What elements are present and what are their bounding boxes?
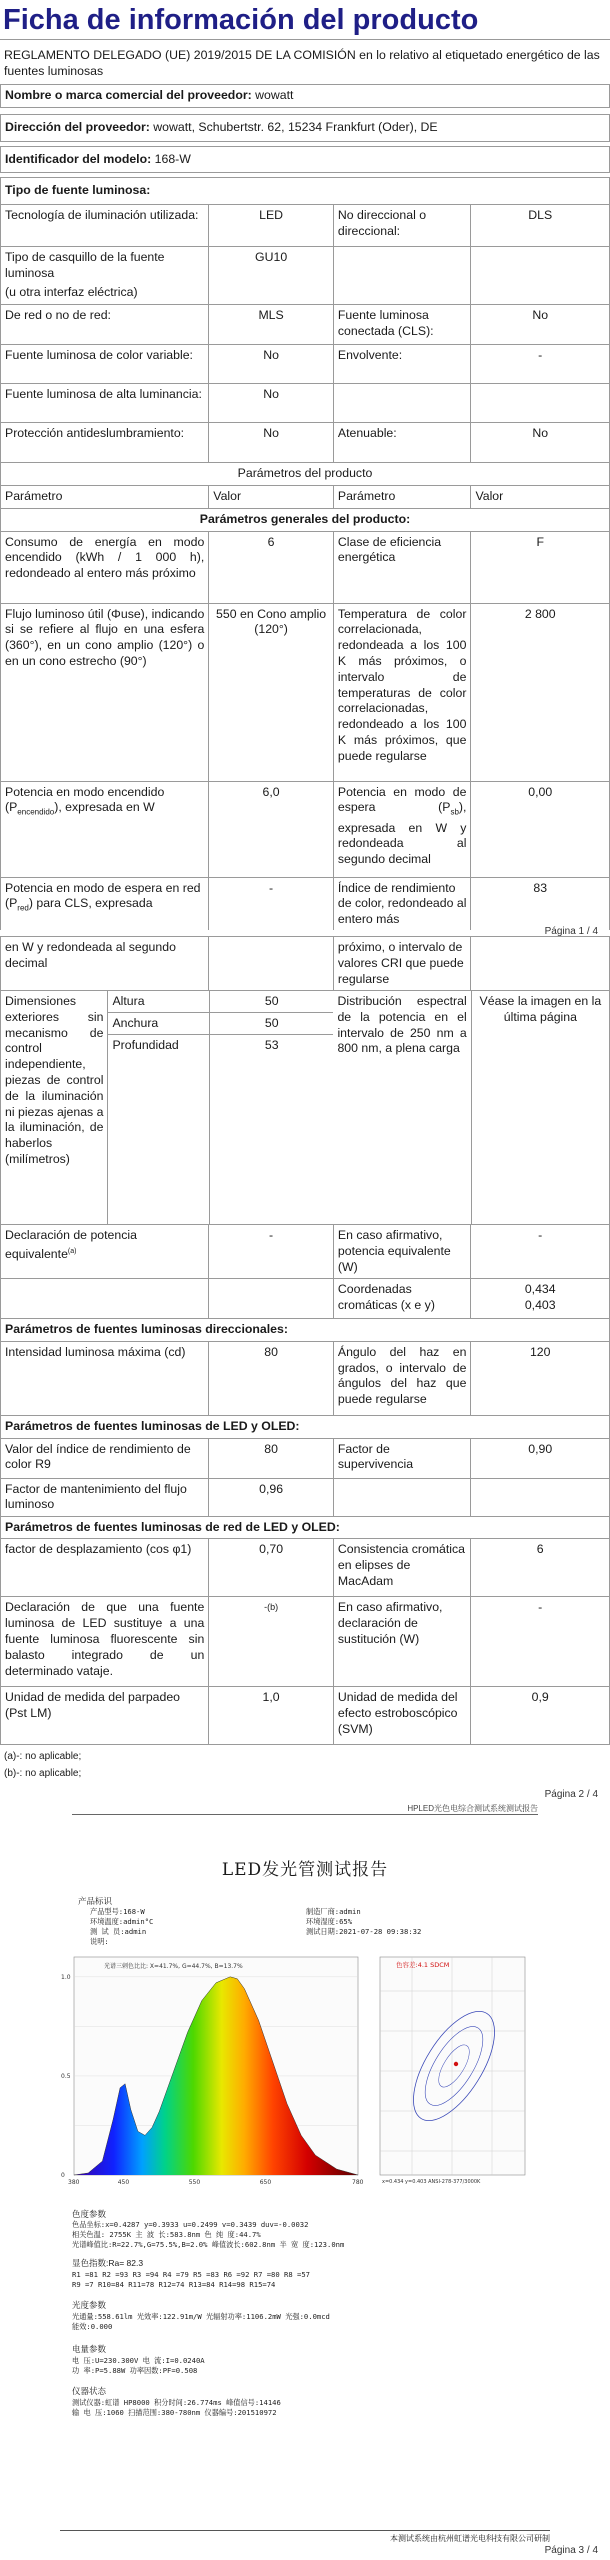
brand-row (0, 84, 610, 108)
net-standby-label (1, 878, 208, 930)
net-standby-value: - (208, 878, 333, 930)
test-report (0, 1803, 610, 2560)
connected-label: Fuente luminosa conectada (CLS): (333, 305, 471, 344)
cri-cont-empty (470, 937, 609, 990)
standby-text-a: Potencia en modo de espera (P (337, 784, 467, 815)
ident-note: 说明: (90, 1937, 109, 1946)
directional-label: No direccional o direccional: (333, 205, 471, 246)
type-section-header (0, 177, 610, 205)
energy-value: 6 (208, 532, 333, 603)
equivalent-sup: (a) (67, 1247, 77, 1255)
power-on-text-a: Potencia en modo encendido (P (5, 784, 165, 815)
col-value-2: Valor (470, 486, 609, 508)
envelope-label: Envolvente: (333, 345, 471, 383)
chroma-y: 0,403 (524, 1297, 556, 1312)
equivalent-row (0, 1225, 610, 1279)
dim-height-label: Altura (112, 994, 145, 1008)
equivalent-text: Declaración de potencia equivalente (5, 1228, 137, 1261)
maintenance-row (0, 1479, 610, 1517)
directional-title-row (0, 1319, 610, 1342)
spectrum-y-tick-1: 0.5 (61, 2072, 71, 2080)
dimensions-table (107, 991, 333, 1224)
standby-label (333, 782, 471, 877)
cie-chart (372, 1951, 532, 2191)
tech-label: Tecnología de iluminación utilizada: (5, 208, 199, 223)
spectrum-chart (60, 1951, 365, 2191)
high-lum-row (0, 384, 610, 423)
brand-cell (1, 85, 609, 107)
general-title: Parámetros generales del producto: (199, 511, 411, 526)
displacement-value: 0,70 (208, 1539, 333, 1596)
model-cell (1, 147, 609, 173)
elec-title: 电量参数 (72, 2344, 107, 2354)
equivalent-yes-label: En caso afirmativo, potencia equivalente (W) (333, 1225, 471, 1278)
r9-label: Valor del índice de rendimiento de color R9 (5, 1441, 191, 1472)
dimmable-label: Atenuable: (333, 423, 471, 462)
consistency-value: 6 (470, 1539, 609, 1596)
stroboscopic-value: 0,9 (470, 1687, 609, 1744)
sheet-page-1 (0, 0, 610, 930)
inst-line-2: 输 电 压:1060 扫描范围:380-780nm 仪器编号:201510972 (72, 2408, 277, 2417)
displacement-row (0, 1539, 610, 1597)
standby-text-b: ), expresada en W y redondeada al segundo decimal (337, 800, 467, 867)
cie-frame (380, 1957, 525, 2175)
params-header-row (0, 486, 610, 509)
colour-tunable-label: Fuente luminosa de color variable: (5, 348, 193, 363)
document-title: Ficha de información del producto (3, 4, 479, 36)
net-standby-sub: red (17, 903, 29, 913)
flicker-label: Unidad de medida del parpadeo (Pst LM) (5, 1690, 181, 1721)
note-a: (a)-: no aplicable; (4, 1751, 82, 1763)
power-on-value: 6,0 (208, 782, 333, 877)
model-row (0, 146, 610, 174)
cap-row (0, 247, 610, 305)
report-title: LED发光管测试报告 (221, 1860, 389, 1880)
net-standby-cont-row (0, 936, 610, 991)
mains-led-title-row (0, 1517, 610, 1540)
chroma-row (0, 1279, 610, 1319)
col-value-1: Valor (208, 486, 333, 508)
fluor-value: -(b) (208, 1597, 333, 1686)
mains-led-title: Parámetros de fuentes luminosas de red de LED y OLED: (5, 1519, 340, 1534)
spectrum-x-tick-2: 550 (188, 2179, 201, 2186)
dim-width-label: Anchura (112, 1016, 159, 1030)
cap-value: GU10 (208, 247, 333, 304)
page-2-footer: Página 2 / 4 (544, 1789, 598, 1800)
net-standby-cont-empty (208, 937, 333, 990)
dimensions-row (0, 991, 610, 1225)
cap-empty-1 (333, 247, 471, 304)
fluor-label: Declaración de que una fuente luminosa de LED sustituye a una fuente luminosa fluorescente sin balasto integrado de un determinado vataje. (5, 1600, 205, 1678)
cap-label-cell (1, 247, 208, 304)
efficiency-label: Clase de eficiencia energética (333, 532, 471, 603)
general-title-row (0, 509, 610, 532)
spd-label: Distribución espectral de la potencia en el intervalo de 250 nm a 800 nm, a plena carga (337, 994, 467, 1056)
cct-value: 2 800 (470, 604, 609, 781)
net-standby-row (0, 878, 610, 930)
chroma-values (470, 1279, 609, 1318)
cap-empty-2 (470, 247, 609, 304)
flux-label: Flujo luminoso útil (Φuse), indicando si se refiere al flujo en una esfera (360°), en un cono amplio (120°) o en un cono estrecho (90°) (5, 606, 205, 668)
maintenance-label: Factor de mantenimiento del flujo luminoso (5, 1481, 187, 1512)
report-top-rule (72, 1814, 538, 1815)
spectrum-x-tick-1: 450 (117, 2179, 130, 2186)
r9-row (0, 1439, 610, 1479)
standby-sub: sb (450, 807, 459, 817)
ident-title: 产品标识 (78, 1896, 113, 1906)
cap-label-1: Tipo de casquillo de la fuente luminosa (5, 250, 165, 280)
spectrum-x-tick-0: 380 (68, 2179, 80, 2186)
elec-line-2: 功 率:P=5.88W 功率因数:PF=0.508 (72, 2366, 198, 2375)
mains-value: MLS (208, 305, 333, 344)
high-lum-label: Fuente luminosa de alta luminancia: (5, 387, 202, 402)
survival-value: 0,90 (470, 1439, 609, 1478)
color-line-3: 光谱峰值比:R=22.7%,G=75.5%,B=2.0% 峰值波长:602.8nm 半 宽 度:123.0nm (72, 2240, 345, 2249)
antiglare-label: Protección antideslumbramiento: (5, 426, 185, 441)
directional-value: DLS (470, 205, 609, 246)
mains-label: De red o no de red: (5, 308, 111, 323)
ident-humidity: 环境湿度:65% (306, 1917, 353, 1926)
params-title: Parámetros del producto (237, 466, 373, 481)
antiglare-value: No (208, 423, 333, 462)
mains-row (0, 305, 610, 345)
spectrum-y-tick-0: 1.0 (61, 1973, 71, 1981)
model-label: Identificador del modelo: (5, 151, 152, 166)
equivalent-value: - (208, 1225, 333, 1278)
elec-line-1: 电 压:U=230.300V 电 流:I=0.0240A (72, 2356, 205, 2365)
type-section-title: Tipo de fuente luminosa: (5, 183, 151, 198)
color-title: 色度参数 (72, 2209, 107, 2219)
col-param-2: Parámetro (333, 486, 471, 508)
intensity-row (0, 1342, 610, 1416)
spectrum-x-tick-4: 780 (352, 2179, 364, 2186)
power-row (0, 782, 610, 878)
flicker-value: 1,0 (208, 1687, 333, 1744)
survival-label: Factor de supervivencia (333, 1439, 471, 1478)
flicker-row (0, 1687, 610, 1745)
power-on-sub: encendido (17, 807, 55, 817)
fluor-row (0, 1597, 610, 1687)
dimensions-label: Dimensiones exteriores sin mecanismo de control independiente, piezas de control de la iluminación ni piezas ajenas a la iluminación, de haberlos (milímetros) (5, 994, 104, 1166)
efficiency-value: F (470, 532, 609, 603)
photo-line-2: 能效:0.000 (72, 2322, 113, 2331)
flux-value: 550 en Cono amplio (120°) (208, 604, 333, 781)
render-line-2: R9 =7 R10=84 R11=78 R12=74 R13=84 R14=98 R15=74 (72, 2280, 276, 2289)
connected-value: No (470, 305, 609, 344)
page-3-footer: Página 3 / 4 (544, 2545, 598, 2556)
antiglare-row (0, 423, 610, 463)
regulation-text: REGLAMENTO DELEGADO (UE) 2019/2015 DE LA COMISIÓN en lo relativo al etiquetado energético de las fuentes luminosas (4, 48, 600, 78)
spectrum-x-tick-3: 650 (259, 2179, 272, 2186)
net-standby-text-b: ) para CLS, expresada (28, 896, 153, 911)
params-title-row (0, 463, 610, 486)
address-label: Dirección del proveedor: (5, 119, 150, 134)
cri-label-b: próximo, o intervalo de valores CRI que puede regularse (333, 937, 471, 990)
report-top-header: HPLED光色电综合测试系统测试报告 (407, 1804, 538, 1813)
address-cell (1, 115, 609, 141)
ident-maker: 制造厂商:admin (306, 1907, 361, 1916)
photo-line-1: 光通量:558.61lm 光效率:122.91m/W 光辐射功率:1106.2mW 光强:0.0mcd (72, 2312, 330, 2321)
color-line-2: 相关色温: 2755K 主 波 长:583.8nm 色 纯 度:44.7% (72, 2230, 261, 2239)
energy-row (0, 532, 610, 604)
photo-title: 光度参数 (72, 2300, 107, 2310)
maintenance-empty-1 (333, 1479, 471, 1516)
led-oled-title: Parámetros de fuentes luminosas de LED y OLED: (5, 1418, 300, 1433)
chroma-label: Coordenadas cromáticas (x e y) (333, 1279, 471, 1318)
led-oled-title-row (0, 1416, 610, 1439)
note-b: (b)-: no aplicable; (4, 1768, 82, 1780)
dim-height-value: 50 (209, 991, 333, 1012)
address-value: wowatt, Schubertstr. 62, 15234 Frankfurt (Oder), DE (153, 119, 438, 134)
high-lum-value: No (208, 384, 333, 422)
chroma-empty-1 (1, 1279, 208, 1318)
beam-value: 120 (470, 1342, 609, 1415)
tech-row (0, 205, 610, 247)
power-on-label (1, 782, 208, 877)
net-standby-text-a: Potencia en modo de espera en red (P (5, 880, 201, 911)
chroma-empty-2 (208, 1279, 333, 1318)
intensity-value: 80 (208, 1342, 333, 1415)
equivalent-yes-value: - (470, 1225, 609, 1278)
cri-label-a: Índice de rendimiento de color, redondeado al entero más (333, 878, 471, 930)
flux-row (0, 604, 610, 782)
dimmable-value: No (470, 423, 609, 462)
maintenance-empty-2 (470, 1479, 609, 1516)
inst-title: 仪器状态 (72, 2386, 107, 2396)
render-title: 显色指数:Ra= 82.3 (72, 2258, 144, 2268)
colour-row (0, 345, 610, 384)
cie-measured-point (454, 2062, 458, 2066)
cie-readout: x=0.434 y=0.403 ANSI-278-377/3000K (382, 2179, 481, 2185)
energy-label: Consumo de energía en modo encendido (kWh / 1 000 h), redondeado al entero más próximo (5, 534, 205, 581)
intensity-label: Intensidad luminosa máxima (cd) (5, 1344, 186, 1359)
envelope-value: - (470, 345, 609, 383)
address-row (0, 114, 610, 142)
power-on-text-b: ), expresada en W (54, 800, 155, 815)
dim-row-height (108, 991, 333, 1013)
equivalent-label (1, 1225, 208, 1278)
displacement-label: factor de desplazamiento (cos φ1) (5, 1542, 192, 1557)
consistency-label: Consistencia cromática en elipses de MacAdam (333, 1539, 471, 1596)
render-line-1: R1 =81 R2 =93 R3 =94 R4 =79 R5 =83 R6 =92 R7 =80 R8 =57 (72, 2270, 310, 2279)
directional-title: Parámetros de fuentes luminosas direccionales: (5, 1322, 288, 1336)
fluor-yes-label: En caso afirmativo, declaración de sustitución (W) (333, 1597, 471, 1686)
brand-value: wowatt (255, 88, 294, 102)
spd-value: Véase la imagen en la última página (471, 991, 609, 1224)
ident-tester: 测 试 员:admin (90, 1927, 147, 1936)
spectrum-caption: 光谱三刺色比比: X=41.7%, G=44.7%, B=13.7% (104, 1963, 243, 1970)
tech-value: LED (208, 205, 333, 246)
cap-label-2: (u otra interfaz eléctrica) (5, 284, 138, 299)
color-line-1: 色品坐标:x=0.4287 y=0.3933 u=0.2499 v=0.3439 duv=-0.0032 (72, 2220, 309, 2229)
dim-row-depth (108, 1035, 333, 1224)
ident-model: 产品型号:168-W (90, 1907, 145, 1916)
dim-depth-value: 53 (209, 1035, 333, 1224)
r9-value: 80 (208, 1439, 333, 1478)
sheet-page-2 (0, 936, 610, 1779)
chroma-x: 0,434 (524, 1282, 556, 1296)
high-lum-empty-2 (470, 384, 609, 422)
cie-caption: 色容差:4.1 SDCM (396, 1961, 450, 1969)
inst-line-1: 测试仪器:虹谱 HP8000 积分时间:26.774ms 峰值信号:14146 (72, 2398, 281, 2407)
maintenance-value: 0,96 (208, 1479, 333, 1516)
model-value: 168-W (154, 151, 191, 166)
beam-label: Ángulo del haz en grados, o intervalo de ángulos del haz que puede regularse (333, 1342, 471, 1415)
report-footer: 本测试系统由杭州虹谱光电科技有限公司研制 (60, 2530, 550, 2544)
dim-depth-label: Profundidad (112, 1038, 179, 1052)
page-1-footer: Página 1 / 4 (544, 926, 598, 937)
net-standby-label-cont: en W y redondeada al segundo decimal (5, 940, 176, 970)
spectrum-y-tick-2: 0 (61, 2172, 65, 2179)
standby-value: 0,00 (470, 782, 609, 877)
brand-label: Nombre o marca comercial del proveedor: (5, 88, 252, 102)
dim-row-width (108, 1013, 333, 1035)
ident-temp: 环境温度:admin°C (90, 1917, 154, 1926)
fluor-yes-value: - (470, 1597, 609, 1686)
colour-tunable-value: No (208, 345, 333, 383)
cri-value: 83 (470, 878, 609, 930)
high-lum-empty-1 (333, 384, 471, 422)
stroboscopic-label: Unidad de medida del efecto estroboscópico (SVM) (333, 1687, 471, 1744)
col-param-1: Parámetro (5, 488, 63, 503)
ident-date: 测试日期:2021-07-28 09:38:32 (306, 1927, 422, 1936)
cct-label: Temperatura de color correlacionada, redondeada a los 100 K más próximos, o intervalo de temperaturas de color correlacionadas, redondeado a los 100 K más próximos, que puede regularse (333, 604, 471, 781)
dim-width-value: 50 (209, 1013, 333, 1034)
